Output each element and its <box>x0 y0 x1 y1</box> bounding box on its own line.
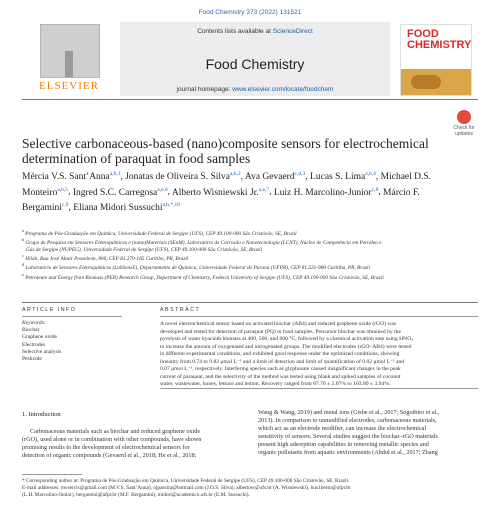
author-affiliation-marks[interactable]: c,9 <box>61 201 69 208</box>
author-affiliation-marks[interactable]: c,d,3 <box>294 171 306 177</box>
footnote-rule <box>22 474 82 475</box>
author-affiliation-marks[interactable]: a,b,1 <box>109 171 121 177</box>
text-line: 2013). In comparison to unmodified electrodes, carbonaceous materials, <box>258 417 437 425</box>
affiliation-mark: a <box>22 228 24 233</box>
affiliation <box>22 262 482 271</box>
abstract-line: pyrolysis of water hyacinth biomass at 400, 500, and 600 °C, followed by a chemical activation step using HNO₃ <box>160 336 414 343</box>
author-name[interactable]: Alberto Wisniewski Jr. <box>171 187 259 198</box>
keyword[interactable]: Pesticide <box>22 356 42 363</box>
affiliation-text: Laboratório de Sensores Eletroquímicos (LabSensE), Departamento de Química, Universidade Federal do Paraná (UFPR), CEP 81.531-980 Curitiba, PR, Brazil <box>25 265 370 272</box>
contents-prefix: Contents lists available at <box>197 28 273 35</box>
abstract-line: to increase the amount of oxygenated and nitrogenated groups. The modified electrodes (rGO–AB4) were tested <box>160 343 412 350</box>
elsevier-tree-image <box>40 24 100 78</box>
author-affiliation-marks[interactable]: a,b,2 <box>229 171 241 177</box>
homepage-line <box>120 86 390 93</box>
affiliation-text: Petroleum and Energy from Biomass (PEB) Research Group, Department of Chemistry, Federal University of Sergipe (UFS), CEP 49.100-000 São Cristóvão, SE, Brazil <box>25 274 384 281</box>
text-line: promising results to the development of electrochemical sensors for <box>22 444 190 452</box>
affiliations <box>22 228 482 281</box>
abstract-bottom-rule <box>160 388 478 389</box>
author-affiliation-marks[interactable]: a,b,4 <box>365 171 376 177</box>
affiliation-text: Gás de Sergipe (NUPEG), Universidade Federal de Sergipe (UFS), CEP 49.100-000 São Cristóvão, SE, Brazil <box>26 246 262 253</box>
abstract-heading: ABSTRACT <box>160 307 201 313</box>
journal-reference[interactable]: Food Chemistry 373 (2022) 131521 <box>198 9 302 16</box>
article-title: Selective carbonaceous-based (nano)composite sensors for electrochemical determination of paraquat in food samples <box>22 136 429 166</box>
author-affiliation-marks[interactable]: a,e,6 <box>157 186 168 193</box>
abstract-line: current of paraquat, and the selectivity of the method was tested using blank and spiked samples of coconut <box>160 373 401 380</box>
text-line: Wang & Wang, 2019) and metal ions (Gisbe et al., 2017; Sogoibiro et al., <box>258 409 440 416</box>
keyword[interactable]: Graphene oxide <box>22 334 57 341</box>
check-for-updates-button[interactable] <box>447 110 481 138</box>
cover-image-band <box>401 69 471 95</box>
author-name[interactable]: Jonatas de Oliveira S. Silva <box>125 172 230 183</box>
sciencedirect-link[interactable]: ScienceDirect <box>272 28 313 35</box>
author-name[interactable]: Ingred S.C. Carregosa <box>72 187 158 198</box>
text-line: detection of organic compounds (Gevaerd et al., 2018; He et al., 2018; <box>22 452 197 460</box>
author[interactable] <box>73 188 168 198</box>
affiliation-text: Grupo de Pesquisa em Sensores Eletroquímicos e (nano)Materiais (SEnM), Laboratório de Corrosão e Nanotecnologia (LCNT), Núcleo de Competência em Petróleo e <box>25 240 382 247</box>
author[interactable] <box>125 172 240 182</box>
author-affiliation-marks[interactable]: a,e,7 <box>258 186 270 193</box>
check-updates-label: Check for updates <box>453 125 475 137</box>
text-line: present high adsorption capabilities in removing metallic species and <box>258 441 429 449</box>
author-separator: , <box>167 187 172 198</box>
check-updates-icon <box>457 110 471 124</box>
affiliation <box>22 228 482 237</box>
text-line: organic pollutants from aquatic environments (Abdul et al., 2017; Zhang <box>258 449 438 457</box>
introduction-left-column <box>22 428 244 460</box>
homepage-prefix: journal homepage: <box>176 86 233 93</box>
keywords-heading: Keywords: <box>22 320 46 326</box>
text-line: sensitivity of sensors. Several studies suggest the biochar–rGO materials <box>258 433 438 441</box>
introduction-heading: 1. Introduction <box>22 411 61 418</box>
affiliation-mark: e <box>22 271 24 277</box>
author[interactable] <box>245 172 305 182</box>
keyword[interactable]: Biochar <box>22 327 40 334</box>
abstract-line: water, wastewater, honey, lettuce and lemon. Recovery ranged from 87.70 ± 2.07% to 103.80 ± 3.94%. <box>160 381 391 388</box>
author[interactable] <box>73 203 180 213</box>
abstract-line: developed and tested for detection of paraquat (PQ) in food samples. Precursor biochar was obtained by the <box>160 328 401 335</box>
cover-title: FOOD CHEMISTRY <box>407 28 472 51</box>
author-separator: , <box>68 203 74 214</box>
abstract-line: in different experimental conditions, and exhibited good response under the optimized conditions, showing <box>160 351 400 358</box>
author-separator: , <box>120 172 126 183</box>
affiliation <box>22 237 482 246</box>
author-affiliation-marks[interactable]: a,b,5 <box>57 186 69 193</box>
footnote <box>22 478 482 499</box>
author-list <box>22 168 462 214</box>
journal-homepage-link[interactable]: www.elsevier.com/locate/foodchem <box>232 86 334 93</box>
affiliations-divider <box>22 302 478 303</box>
elsevier-wordmark: ELSEVIER <box>39 80 99 92</box>
author-separator: , <box>378 187 384 198</box>
footnote-line: * Corresponding author at: Programa de Pós-Graduação em Química, Universidade Federal de Sergipe (UFS), CEP 49.100-000 São Cristóvão, SE, Brazil. <box>22 478 350 484</box>
author-separator: , <box>68 187 73 198</box>
author-name[interactable]: Eliana Midori Sussuchi <box>73 203 163 214</box>
footnote-line: E-mail addresses: mvsercis@gmail.com (M.V.S. Sant’Anna), ojpassira@hotmail.com (J.O.S. Silva), albertow@ufs.br (A. Wisniewski), luis1berto@ufpr.br <box>22 485 351 491</box>
affiliation <box>22 253 482 262</box>
author-affiliation-marks[interactable]: c,8 <box>371 186 379 193</box>
affiliation-mark: d <box>22 262 25 268</box>
abstract-line: 0.07 μmol L⁻¹, respectively. Interfering species such as glyphosate caused insignificant changes in the peak <box>160 366 401 373</box>
author-affiliation-marks[interactable]: a,b,*,10 <box>162 201 181 208</box>
keyword[interactable]: Electrodes <box>22 341 46 348</box>
author[interactable] <box>274 188 378 198</box>
elsevier-logo[interactable] <box>26 24 112 94</box>
author-separator: , <box>269 187 274 198</box>
header-divider <box>22 99 478 100</box>
text-line: (rGO), used alone or in combination with other compounds, have shown <box>22 436 202 444</box>
text-line: Carbonaceous materials such as biochar and reduced graphene oxide <box>30 428 201 435</box>
abstract-rule <box>160 316 478 317</box>
text-line: which act as an electrode modifier, can increase the electrochemical <box>258 425 427 433</box>
affiliation-text: Hilab, Rua José Altair Possebom, 800, CEP 81.270-185 Curitiba, PR, Brazil <box>25 255 189 262</box>
author[interactable] <box>22 172 120 182</box>
affiliation-mark: c <box>22 253 24 259</box>
article-info-heading: ARTICLE INFO <box>22 307 77 313</box>
keywords-list <box>22 320 122 363</box>
affiliation-text: Programa de Pós-Graduação em Química, Universidade Federal de Sergipe (UFS), CEP 49.100-000 São Cristóvão, SE, Brazil <box>25 230 297 237</box>
introduction-right-column <box>258 409 480 458</box>
keyword[interactable]: Selective analysis <box>22 348 62 355</box>
author[interactable] <box>172 188 269 198</box>
author-name[interactable]: Ava Gevaerd <box>244 172 295 183</box>
footnote-line: (L.H. Marcolino-Junior), bergamini@ufpr.br (M.F. Bergamini), midori@academico.ufs.br (E.M. Sussuchi). <box>22 492 250 498</box>
abstract-line: A novel electrochemical sensor based on activated biochar (AB4) and reduced graphene oxide (rGO) was <box>160 321 397 327</box>
journal-cover-thumbnail[interactable] <box>400 24 472 96</box>
author-separator: , <box>305 172 311 183</box>
author-separator: , <box>240 172 245 183</box>
author-name[interactable]: Michael D.S. Monteiro <box>22 172 432 198</box>
author-name[interactable]: Luiz H. Marcolino-Junior <box>273 187 372 198</box>
abstract-line: linearity from 0.74 to 9.82 μmol L⁻¹ and a limit of detection and limit of quantification of 0.02 μmol L⁻¹ and <box>160 358 405 365</box>
author[interactable] <box>310 172 376 182</box>
article-info-rule <box>22 316 122 317</box>
author-name[interactable]: Márcio F. Bergamini <box>22 187 420 214</box>
author-separator: , <box>375 172 381 183</box>
author-name[interactable]: Lucas S. Lima <box>310 172 366 183</box>
abstract-text <box>160 321 478 389</box>
affiliation <box>22 272 482 281</box>
affiliation-mark: b <box>22 237 25 243</box>
contents-line <box>120 28 390 35</box>
author-name[interactable]: Mércia V.S. Sant’Anna <box>22 172 110 183</box>
journal-title[interactable]: Food Chemistry <box>205 56 305 72</box>
